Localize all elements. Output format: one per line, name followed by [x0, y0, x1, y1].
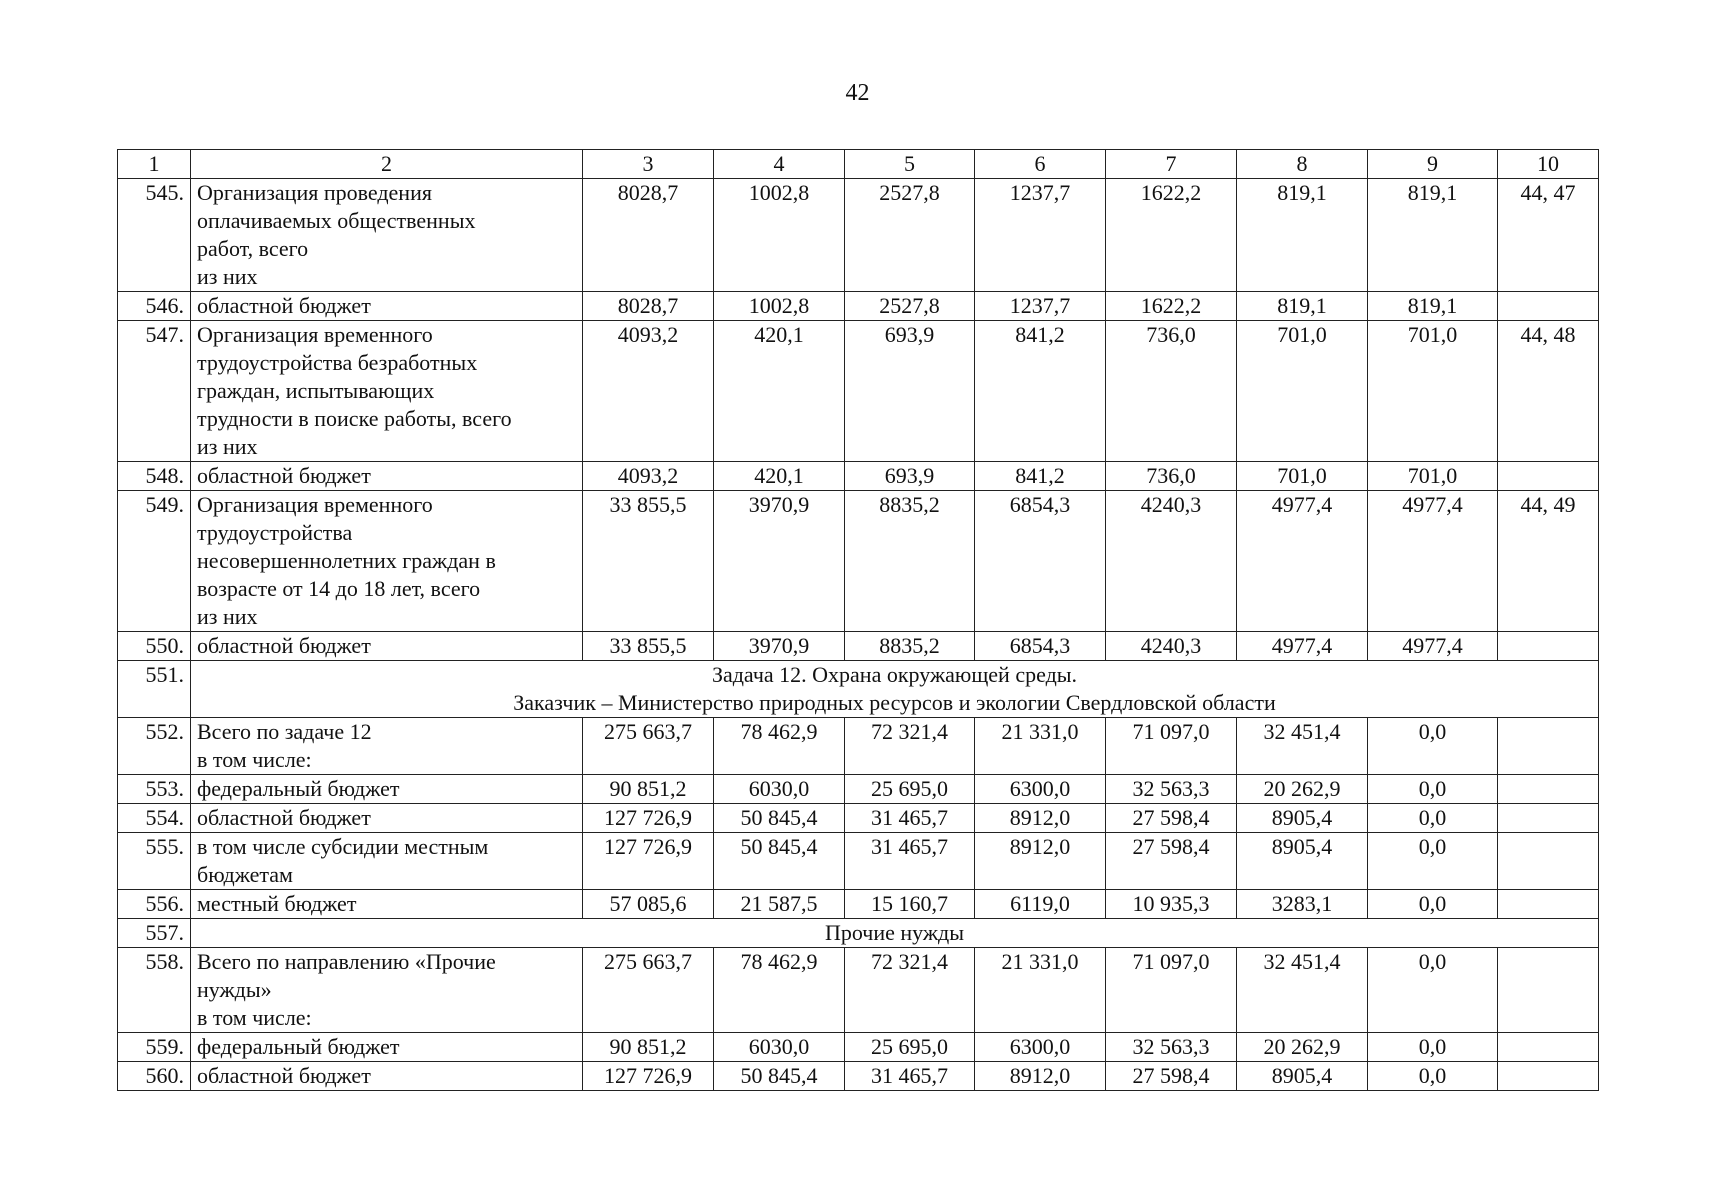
value-cell: 10 935,3 [1106, 890, 1237, 919]
value-cell: 701,0 [1368, 321, 1498, 462]
value-cell: 841,2 [975, 462, 1106, 491]
section-row [118, 919, 1599, 948]
reference-cell: 44, 47 [1498, 179, 1599, 292]
reference-cell [1498, 718, 1599, 775]
row-name-line: работ, всего [197, 236, 309, 261]
column-header: 10 [1498, 150, 1599, 179]
value-cell: 50 845,4 [714, 833, 845, 890]
value-cell: 6854,3 [975, 632, 1106, 661]
row-name-line: местный бюджет [197, 891, 357, 916]
table-row [118, 491, 1599, 632]
table-body [118, 150, 1599, 1091]
value-cell: 693,9 [845, 321, 975, 462]
value-cell: 1237,7 [975, 292, 1106, 321]
column-header: 6 [975, 150, 1106, 179]
value-cell: 841,2 [975, 321, 1106, 462]
row-name-line: возрасте от 14 до 18 лет, всего [197, 576, 481, 601]
row-name [191, 718, 583, 775]
row-name-line: Организация временного [197, 492, 433, 517]
value-cell: 275 663,7 [583, 718, 714, 775]
row-name [191, 491, 583, 632]
row-name [191, 833, 583, 890]
value-cell: 736,0 [1106, 462, 1237, 491]
column-header-row [118, 150, 1599, 179]
value-cell: 8912,0 [975, 804, 1106, 833]
value-cell: 8028,7 [583, 179, 714, 292]
value-cell: 1002,8 [714, 179, 845, 292]
value-cell: 127 726,9 [583, 804, 714, 833]
value-cell: 0,0 [1368, 804, 1498, 833]
reference-cell [1498, 1062, 1599, 1091]
row-name [191, 804, 583, 833]
row-name [191, 321, 583, 462]
row-number: 554. [118, 804, 191, 833]
row-name-line: областной бюджет [197, 633, 371, 658]
value-cell: 819,1 [1237, 292, 1368, 321]
value-cell: 32 563,3 [1106, 775, 1237, 804]
column-header: 4 [714, 150, 845, 179]
value-cell: 127 726,9 [583, 833, 714, 890]
value-cell: 32 563,3 [1106, 1033, 1237, 1062]
value-cell: 50 845,4 [714, 804, 845, 833]
row-name [191, 890, 583, 919]
row-name-line: бюджетам [197, 862, 293, 887]
section-title [191, 661, 1599, 718]
row-name-line: федеральный бюджет [197, 1034, 400, 1059]
reference-cell [1498, 948, 1599, 1033]
value-cell: 819,1 [1368, 292, 1498, 321]
column-header: 1 [118, 150, 191, 179]
row-name-line: областной бюджет [197, 805, 371, 830]
row-name-line: областной бюджет [197, 293, 371, 318]
value-cell: 8905,4 [1237, 804, 1368, 833]
reference-cell [1498, 292, 1599, 321]
reference-cell [1498, 833, 1599, 890]
value-cell: 127 726,9 [583, 1062, 714, 1091]
value-cell: 4977,4 [1368, 632, 1498, 661]
value-cell: 6030,0 [714, 1033, 845, 1062]
row-name-line: граждан, испытывающих [197, 378, 435, 403]
row-name-line: трудности в поиске работы, всего [197, 406, 512, 431]
value-cell: 33 855,5 [583, 632, 714, 661]
row-number: 557. [118, 919, 191, 948]
value-cell: 8028,7 [583, 292, 714, 321]
table-row [118, 1062, 1599, 1091]
row-name-line: несовершеннолетних граждан в [197, 548, 496, 573]
value-cell: 1622,2 [1106, 179, 1237, 292]
section-title-line: Прочие нужды [824, 920, 965, 945]
row-name-line: Всего по задаче 12 [197, 719, 372, 744]
row-name [191, 1033, 583, 1062]
value-cell: 8912,0 [975, 833, 1106, 890]
value-cell: 15 160,7 [845, 890, 975, 919]
value-cell: 4093,2 [583, 462, 714, 491]
value-cell: 20 262,9 [1237, 1033, 1368, 1062]
value-cell: 2527,8 [845, 179, 975, 292]
row-number: 551. [118, 661, 191, 718]
row-number: 559. [118, 1033, 191, 1062]
table-row [118, 179, 1599, 292]
page-number: 42 [845, 80, 870, 106]
value-cell: 27 598,4 [1106, 804, 1237, 833]
column-header: 7 [1106, 150, 1237, 179]
value-cell: 27 598,4 [1106, 1062, 1237, 1091]
row-name-line: федеральный бюджет [197, 776, 400, 801]
value-cell: 4093,2 [583, 321, 714, 462]
reference-cell [1498, 775, 1599, 804]
row-number: 555. [118, 833, 191, 890]
value-cell: 72 321,4 [845, 718, 975, 775]
column-header: 3 [583, 150, 714, 179]
value-cell: 4977,4 [1237, 491, 1368, 632]
section-title [191, 919, 1599, 948]
table-row [118, 833, 1599, 890]
value-cell: 0,0 [1368, 1033, 1498, 1062]
row-name-line: Организация временного [197, 322, 433, 347]
value-cell: 693,9 [845, 462, 975, 491]
table-row [118, 718, 1599, 775]
value-cell: 701,0 [1237, 321, 1368, 462]
column-header: 5 [845, 150, 975, 179]
value-cell: 701,0 [1368, 462, 1498, 491]
value-cell: 6854,3 [975, 491, 1106, 632]
budget-table [117, 149, 1599, 1091]
value-cell: 31 465,7 [845, 1062, 975, 1091]
reference-cell [1498, 632, 1599, 661]
value-cell: 8835,2 [845, 491, 975, 632]
row-name-line: трудоустройства [197, 520, 353, 545]
row-number: 548. [118, 462, 191, 491]
value-cell: 1002,8 [714, 292, 845, 321]
value-cell: 4240,3 [1106, 491, 1237, 632]
row-name [191, 948, 583, 1033]
row-name [191, 292, 583, 321]
value-cell: 78 462,9 [714, 948, 845, 1033]
value-cell: 6300,0 [975, 1033, 1106, 1062]
value-cell: 0,0 [1368, 718, 1498, 775]
row-name-line: оплачиваемых общественных [197, 208, 476, 233]
value-cell: 21 587,5 [714, 890, 845, 919]
reference-cell [1498, 890, 1599, 919]
row-number: 550. [118, 632, 191, 661]
value-cell: 420,1 [714, 321, 845, 462]
value-cell: 33 855,5 [583, 491, 714, 632]
table-row [118, 321, 1599, 462]
table-row [118, 775, 1599, 804]
value-cell: 31 465,7 [845, 833, 975, 890]
value-cell: 819,1 [1237, 179, 1368, 292]
value-cell: 71 097,0 [1106, 718, 1237, 775]
value-cell: 3970,9 [714, 491, 845, 632]
row-name [191, 775, 583, 804]
section-title-line: Заказчик – Министерство природных ресурсов и экологии Свердловской области [513, 690, 1276, 715]
row-name-line: в том числе субсидии местным [197, 834, 489, 859]
value-cell: 25 695,0 [845, 1033, 975, 1062]
value-cell: 31 465,7 [845, 804, 975, 833]
reference-cell [1498, 804, 1599, 833]
value-cell: 27 598,4 [1106, 833, 1237, 890]
row-number: 553. [118, 775, 191, 804]
row-number: 549. [118, 491, 191, 632]
row-number: 552. [118, 718, 191, 775]
value-cell: 72 321,4 [845, 948, 975, 1033]
table-row [118, 632, 1599, 661]
row-name [191, 179, 583, 292]
row-name-line: трудоустройства безработных [197, 350, 478, 375]
row-name-line: в том числе: [197, 1005, 312, 1030]
value-cell: 20 262,9 [1237, 775, 1368, 804]
row-name-line: из них [197, 264, 258, 289]
table-row [118, 462, 1599, 491]
value-cell: 21 331,0 [975, 948, 1106, 1033]
value-cell: 6119,0 [975, 890, 1106, 919]
value-cell: 90 851,2 [583, 1033, 714, 1062]
column-header: 2 [191, 150, 583, 179]
row-number: 545. [118, 179, 191, 292]
value-cell: 1622,2 [1106, 292, 1237, 321]
value-cell: 4977,4 [1368, 491, 1498, 632]
reference-cell: 44, 49 [1498, 491, 1599, 632]
value-cell: 736,0 [1106, 321, 1237, 462]
value-cell: 8905,4 [1237, 1062, 1368, 1091]
row-number: 556. [118, 890, 191, 919]
value-cell: 3283,1 [1237, 890, 1368, 919]
value-cell: 275 663,7 [583, 948, 714, 1033]
value-cell: 6030,0 [714, 775, 845, 804]
value-cell: 701,0 [1237, 462, 1368, 491]
value-cell: 4977,4 [1237, 632, 1368, 661]
section-title-line: Задача 12. Охрана окружающей среды. [711, 662, 1078, 687]
value-cell: 78 462,9 [714, 718, 845, 775]
value-cell: 90 851,2 [583, 775, 714, 804]
column-header: 8 [1237, 150, 1368, 179]
row-name-line: Организация проведения [197, 180, 432, 205]
row-number: 558. [118, 948, 191, 1033]
row-name-line: в том числе: [197, 747, 312, 772]
value-cell: 420,1 [714, 462, 845, 491]
value-cell: 21 331,0 [975, 718, 1106, 775]
column-header: 9 [1368, 150, 1498, 179]
value-cell: 4240,3 [1106, 632, 1237, 661]
value-cell: 71 097,0 [1106, 948, 1237, 1033]
row-number: 560. [118, 1062, 191, 1091]
value-cell: 6300,0 [975, 775, 1106, 804]
table-row [118, 292, 1599, 321]
row-name-line: областной бюджет [197, 463, 371, 488]
value-cell: 8912,0 [975, 1062, 1106, 1091]
table-row [118, 804, 1599, 833]
value-cell: 57 085,6 [583, 890, 714, 919]
table-row [118, 1033, 1599, 1062]
table-row [118, 948, 1599, 1033]
row-name [191, 462, 583, 491]
value-cell: 0,0 [1368, 890, 1498, 919]
row-name-line: Всего по направлению «Прочие [197, 949, 496, 974]
value-cell: 3970,9 [714, 632, 845, 661]
value-cell: 0,0 [1368, 1062, 1498, 1091]
row-name [191, 632, 583, 661]
value-cell: 25 695,0 [845, 775, 975, 804]
reference-cell: 44, 48 [1498, 321, 1599, 462]
value-cell: 32 451,4 [1237, 948, 1368, 1033]
table-row [118, 890, 1599, 919]
value-cell: 8835,2 [845, 632, 975, 661]
row-name-line: из них [197, 434, 258, 459]
row-name-line: областной бюджет [197, 1063, 371, 1088]
row-number: 546. [118, 292, 191, 321]
value-cell: 8905,4 [1237, 833, 1368, 890]
row-name-line: нужды» [197, 977, 272, 1002]
section-row [118, 661, 1599, 718]
row-name-line: из них [197, 604, 258, 629]
value-cell: 819,1 [1368, 179, 1498, 292]
value-cell: 0,0 [1368, 948, 1498, 1033]
row-name [191, 1062, 583, 1091]
value-cell: 2527,8 [845, 292, 975, 321]
value-cell: 0,0 [1368, 775, 1498, 804]
value-cell: 0,0 [1368, 833, 1498, 890]
value-cell: 1237,7 [975, 179, 1106, 292]
reference-cell [1498, 462, 1599, 491]
value-cell: 32 451,4 [1237, 718, 1368, 775]
row-number: 547. [118, 321, 191, 462]
value-cell: 50 845,4 [714, 1062, 845, 1091]
reference-cell [1498, 1033, 1599, 1062]
